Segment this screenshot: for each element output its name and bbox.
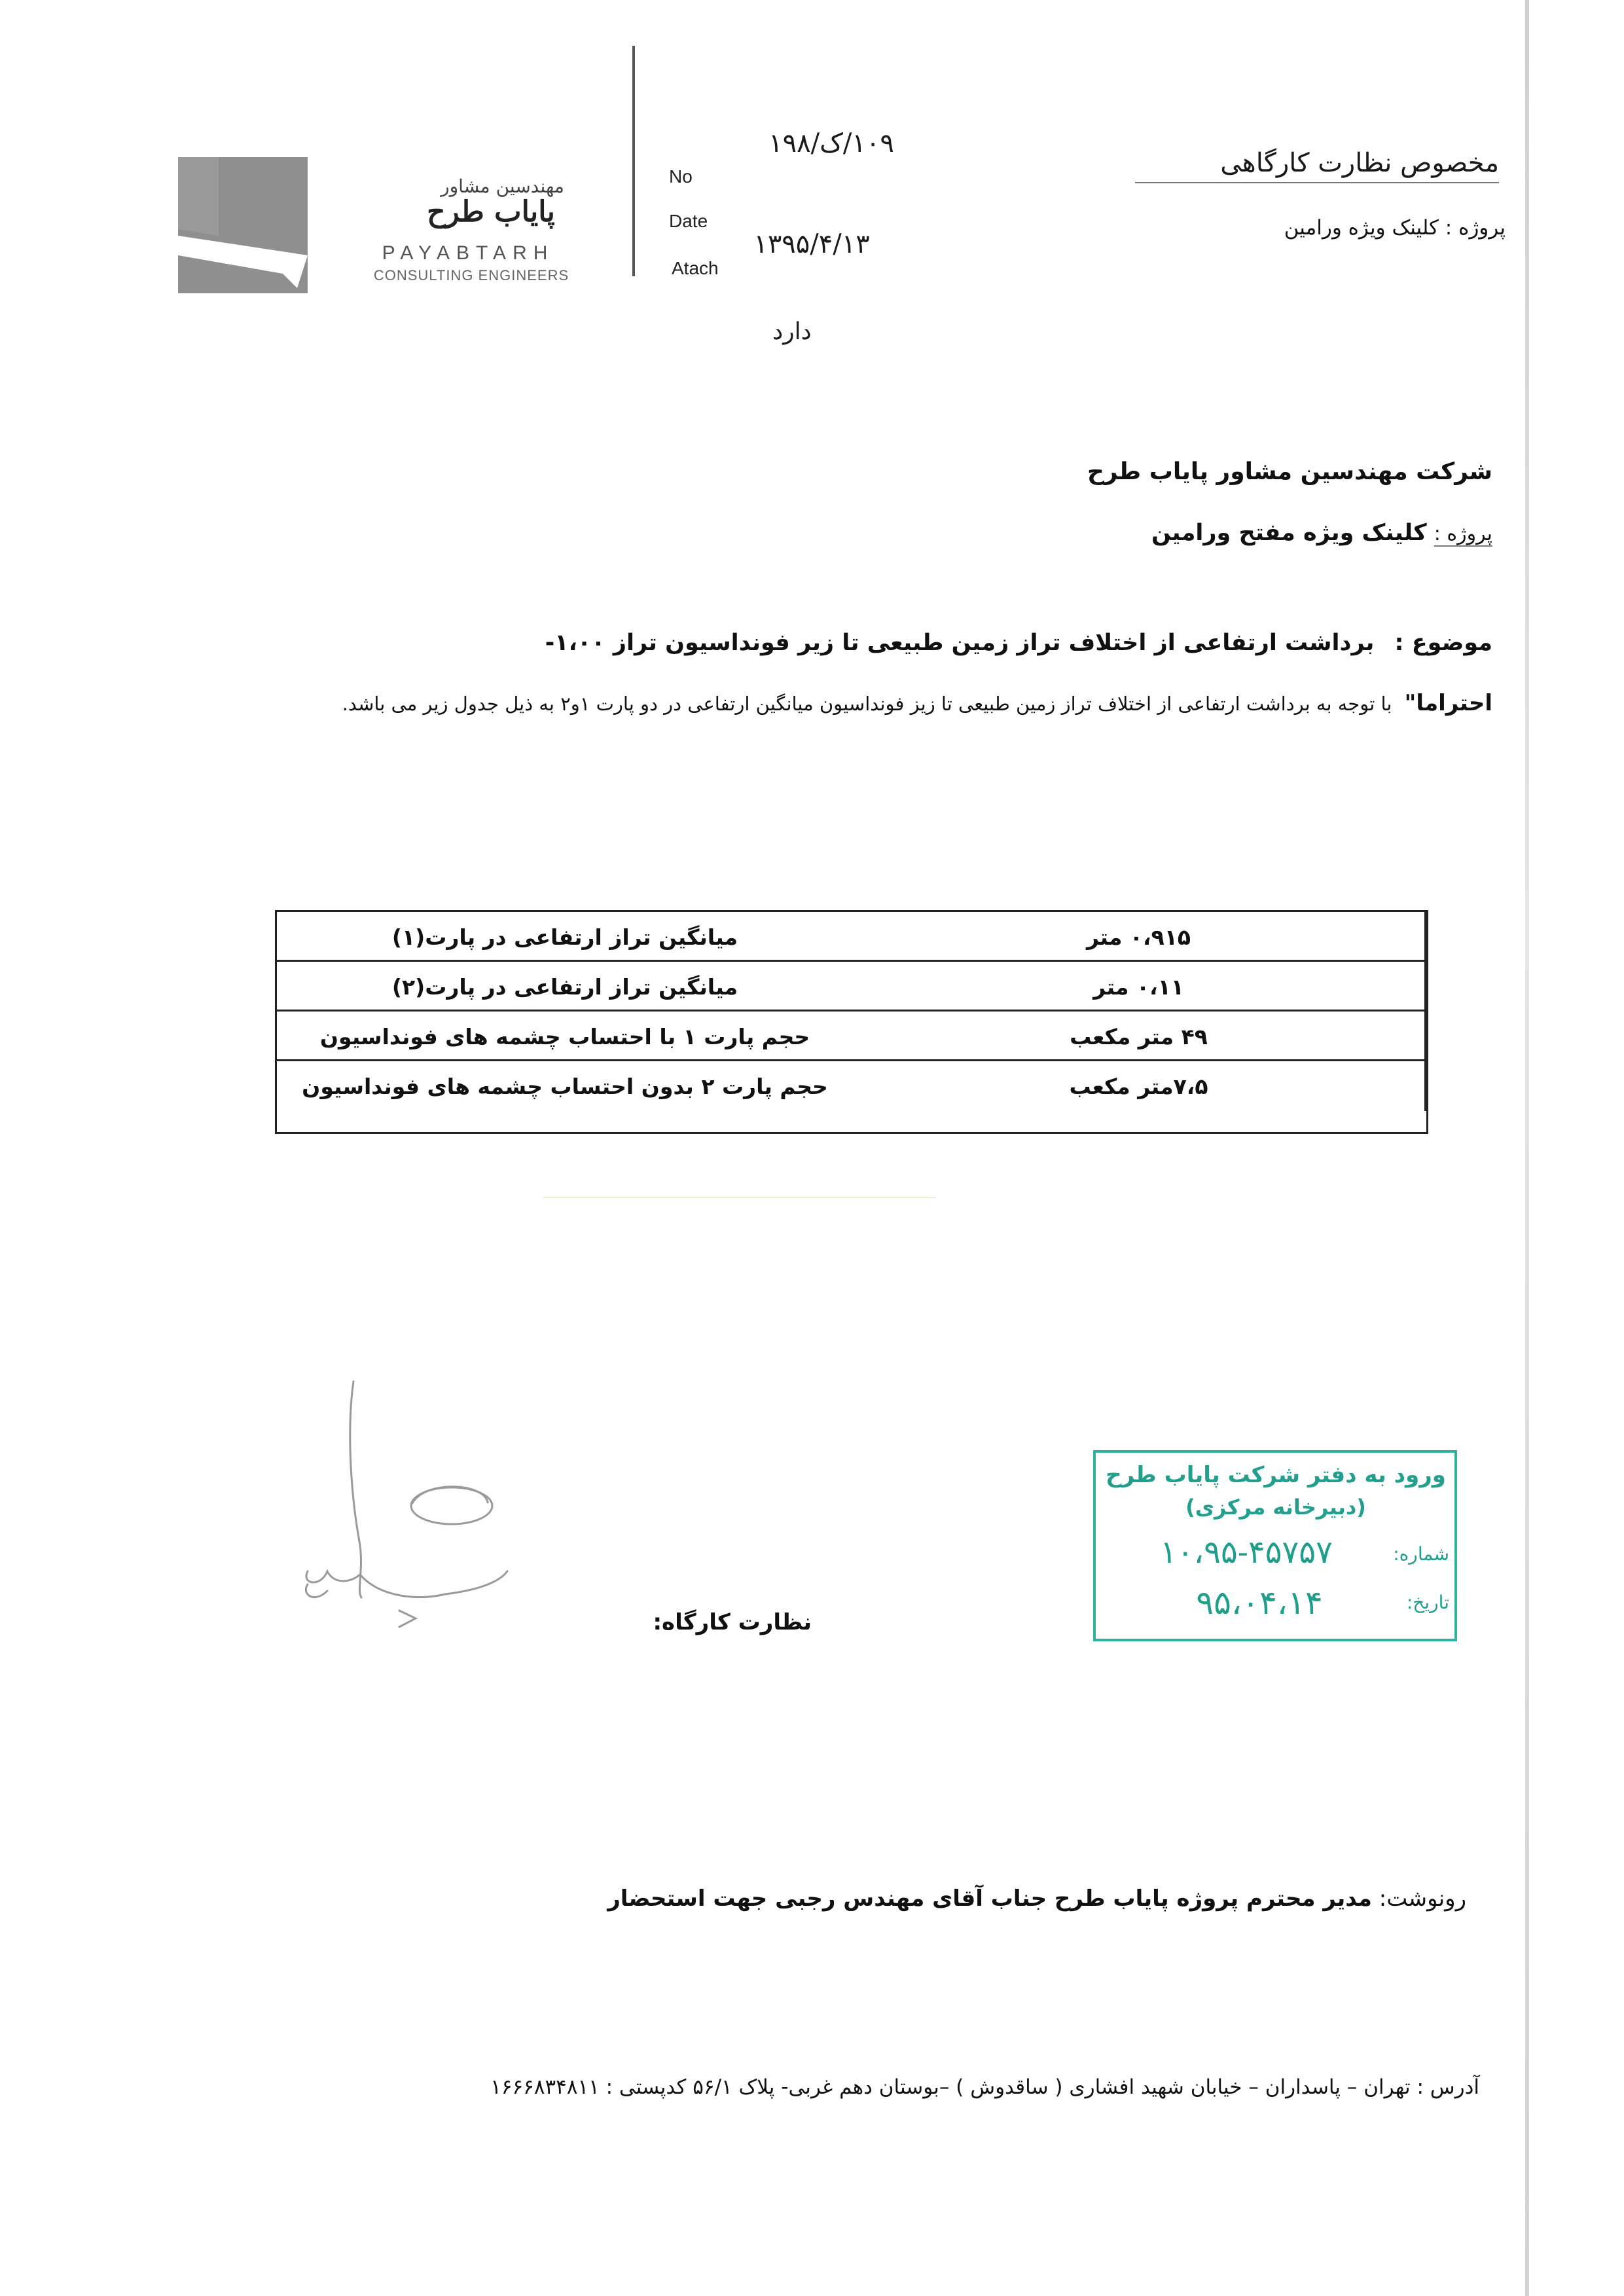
subject-text: برداشت ارتفاعی از اختلاف تراز زمین طبیعی تا زیر فونداسیون تراز ۱،۰۰- bbox=[545, 630, 1375, 656]
form-type-text: مخصوص نظارت کارگاهی bbox=[1135, 148, 1499, 183]
date-label: Date bbox=[669, 211, 708, 231]
summary-table bbox=[275, 910, 1428, 1134]
scan-artifact-line bbox=[543, 1197, 936, 1198]
table-row bbox=[277, 1010, 1426, 1061]
footer-address: آدرس : تهران – پاسداران – خیابان شهید افشاری ( ساقدوش ) –بوستان دهم غربی- پلاک ۵۶/۱ کدپستی : ۱۶۶۶۸۳۴۸۱۱ bbox=[490, 2075, 1479, 2099]
stamp-subtitle: (دبیرخانه مرکزی) bbox=[1185, 1495, 1366, 1520]
body-text: با توجه به برداشت ارتفاعی از اختلاف تراز زمین طبیعی تا زیز فونداسیون میانگین ارتفاعی در دو پارت ۱و۲ به ذیل جدول زیر می باشد. bbox=[342, 693, 1392, 715]
cc-text: مدیر محترم پروژه پایاب طرح جناب آقای مهندس رجبی جهت استحضار bbox=[607, 1886, 1372, 1912]
table-cell-label: حجم پارت ۱ با احتساب چشمه های فونداسیون bbox=[319, 1023, 810, 1049]
table-cell-value: ۰،۹۱۵ متر bbox=[853, 912, 1426, 962]
logo-persian-name: پایاب طرح bbox=[427, 195, 555, 228]
logo-english-name: PAYABTARH bbox=[382, 242, 554, 264]
table-cell-value: ۷،۵متر مکعب bbox=[853, 1061, 1426, 1111]
table-row bbox=[277, 1059, 1426, 1111]
cc-label: رونوشت: bbox=[1379, 1886, 1466, 1912]
scan-edge bbox=[1525, 0, 1529, 2296]
reception-stamp bbox=[1093, 1450, 1457, 1641]
attach-label: Atach bbox=[672, 258, 719, 278]
stamp-number-label: شماره: bbox=[1393, 1543, 1449, 1565]
stamp-number-value: ۱۰،۹۵-۴۵۷۵۷ bbox=[1160, 1534, 1333, 1571]
body-paragraph bbox=[170, 690, 1492, 716]
subject-line bbox=[524, 630, 1492, 656]
cc-line bbox=[524, 1886, 1466, 1912]
recipient-project-name: کلینک ویژه مفتح ورامین bbox=[1151, 520, 1427, 546]
table-cell-label: میانگین تراز ارتفاعی در پارت(۲) bbox=[391, 974, 738, 1000]
table-cell-value: ۴۹ متر مکعب bbox=[853, 1011, 1426, 1061]
stamp-date-label: تاریخ: bbox=[1406, 1592, 1449, 1613]
attachment-value: دارد bbox=[772, 318, 812, 345]
supervision-signature-label: نظارت کارگاه: bbox=[653, 1609, 812, 1635]
logo-english-subtitle: CONSULTING ENGINEERS bbox=[373, 267, 569, 283]
recipient-project bbox=[720, 520, 1492, 546]
header-project: پروژه : کلینک ویژه ورامین bbox=[1284, 216, 1506, 240]
table-cell-label: میانگین تراز ارتفاعی در پارت(۱) bbox=[391, 924, 738, 950]
letter-number: ۱۰۹/ک/۱۹۸ bbox=[768, 128, 894, 158]
form-type bbox=[1093, 148, 1499, 186]
recipient-company: شرکت مهندسین مشاور پایاب طرح bbox=[1087, 458, 1492, 485]
no-label: No bbox=[669, 166, 693, 187]
table-row bbox=[277, 960, 1426, 1011]
letter-date: ۱۳۹۵/۴/۱۳ bbox=[753, 229, 870, 259]
table-row bbox=[277, 910, 1426, 962]
stamp-title: ورود به دفتر شرکت پایاب طرح bbox=[1106, 1462, 1446, 1488]
handwritten-signature bbox=[288, 1375, 511, 1650]
company-logo-mark bbox=[178, 157, 308, 293]
body-greeting: احتراما" bbox=[1404, 690, 1492, 716]
subject-label: موضوع : bbox=[1394, 630, 1492, 656]
stamp-date-value: ۹۵،۰۴،۱۴ bbox=[1196, 1584, 1323, 1622]
recipient-project-label: پروژه : bbox=[1434, 522, 1492, 545]
logo-persian-subtitle: مهندسین مشاور bbox=[441, 175, 564, 197]
table-cell-label: حجم پارت ۲ بدون احتساب چشمه های فونداسیون bbox=[302, 1073, 828, 1099]
table-cell-value: ۰،۱۱ متر bbox=[853, 962, 1426, 1011]
header-divider bbox=[632, 46, 635, 276]
signature-icon bbox=[288, 1375, 511, 1650]
logo-mark-icon bbox=[178, 157, 308, 293]
